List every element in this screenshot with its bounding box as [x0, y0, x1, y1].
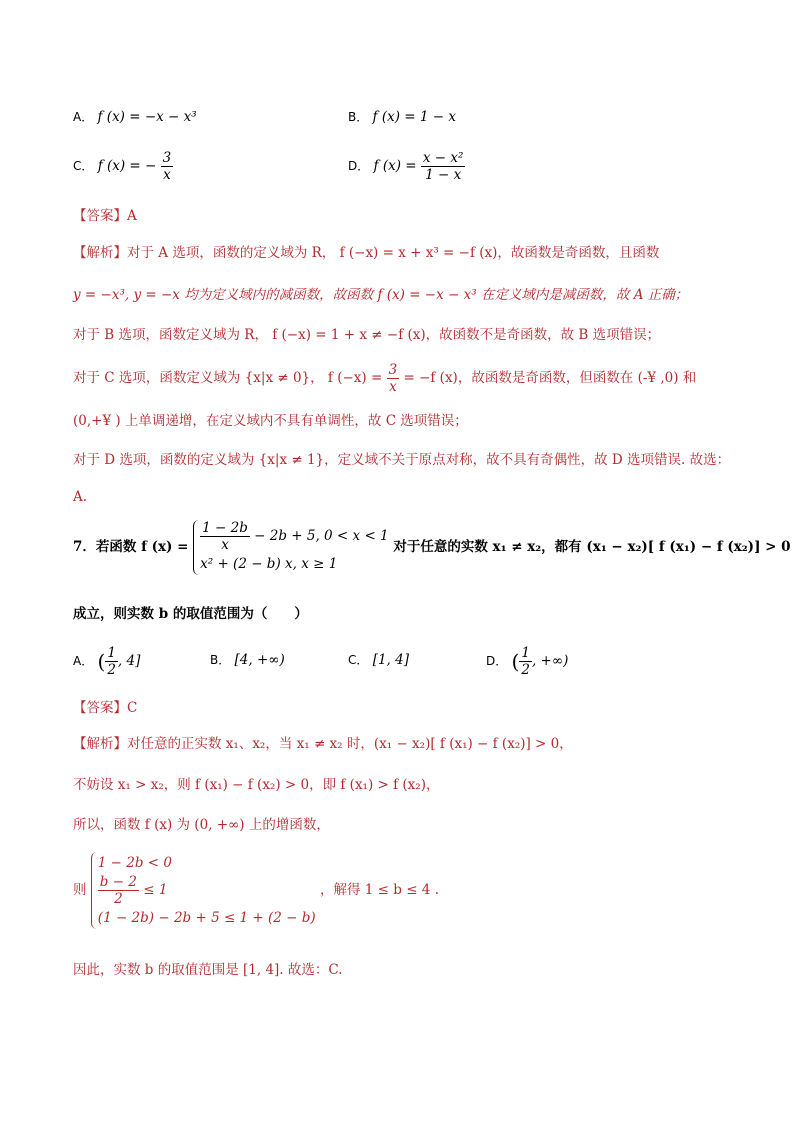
- q6-analysis-line-2: y = −x³, y = −x 均为定义域内的减函数，故函数 f (x) = −x − x³ 在定义域内是减函数，故 A 正确；: [73, 287, 689, 303]
- fraction: $\frac{3}{x}$: [162, 150, 172, 183]
- piecewise-function: $\frac{1 - 2b}{x}$ − 2b + 5, 0 < x < 1 x² + (2 − b) x, x ≥ 1: [193, 520, 389, 575]
- q6-answer: 【答案】A: [73, 208, 137, 224]
- q6-option-b: B． f (x) = 1 − x: [348, 109, 456, 125]
- q7-stem-line-2: 成立，则实数 b 的取值范围为（ ）: [73, 606, 308, 622]
- q7-option-c: C． [1, 4]: [348, 652, 409, 668]
- inequality-system: 1 − 2b < 0 $\frac{b - 2}{2}$ ≤ 1 (1 − 2b) − 2b + 5 ≤ 1 + (2 − b): [91, 852, 316, 929]
- fraction: $\frac{3}{x}$: [388, 362, 398, 395]
- q7-option-b: B． [4, +∞): [210, 652, 285, 668]
- q7-analysis-line-1: 【解析】对任意的正实数 x₁、x₂，当 x₁ ≠ x₂ 时，(x₁ − x₂)[ f (x₁) − f (x₂)] > 0，: [73, 736, 573, 752]
- fraction: $\frac{\text{x − x²}}{1 - x}$: [422, 150, 464, 183]
- q6-option-d: D． f (x) = $\frac{\text{x − x²}}{1 - x}$: [348, 150, 464, 183]
- q6-analysis-line-6: 对于 D 选项，函数的定义域为 {x|x ≠ 1}，定义域不关于原点对称，故不具有奇偶性，故 D 选项错误. 故选：: [73, 452, 731, 468]
- q7-option-d: D． ( $\frac{1}{2}$ , +∞): [486, 645, 569, 678]
- q6-option-a: A． f (x) = −x − x³: [73, 109, 197, 125]
- q6-analysis-line-1: 【解析】对于 A 选项，函数的定义域为 R， f (−x) = x + x³ = −f (x)，故函数是奇函数，且函数: [73, 245, 660, 261]
- q6-option-c: C． f (x) = − $\frac{3}{x}$: [73, 150, 172, 183]
- q7-analysis-final: 因此，实数 b 的取值范围是 [1, 4]. 故选：C.: [73, 962, 343, 978]
- q7-stem-line-1: 7．若函数 f (x) = $\frac{1 - 2b}{x}$ − 2b + 5, 0 < x < 1 x² + (2 − b) x, x ≥ 1 对于任意的实数 x₁ ≠ x₂，都有 (x₁ − x₂)[ f (x₁) − f (x₂)] > 0: [73, 520, 791, 575]
- fraction: $\frac{1}{2}$: [107, 645, 116, 678]
- fraction: $\frac{b - 2}{2}$: [99, 874, 137, 907]
- q6-analysis-line-3: 对于 B 选项，函数定义域为 R， f (−x) = 1 + x ≠ −f (x)，故函数不是奇函数，故 B 选项错误；: [73, 327, 661, 343]
- q7-analysis-system: 则 1 − 2b < 0 $\frac{b - 2}{2}$ ≤ 1 (1 − 2b) − 2b + 5 ≤ 1 + (2 − b) ，解得 1 ≤ b ≤ 4 .: [73, 852, 439, 929]
- fraction: $\frac{1 - 2b}{x}$: [202, 520, 248, 553]
- q6-analysis-line-5: (0,+¥ ) 上单调递增，在定义域内不具有单调性，故 C 选项错误；: [73, 413, 468, 429]
- q7-answer: 【答案】C: [73, 700, 138, 716]
- q6-analysis-line-7: A.: [73, 489, 88, 505]
- q7-analysis-line-3: 所以，函数 f (x) 为 (0, +∞) 上的增函数，: [73, 817, 330, 833]
- fraction: $\frac{1}{2}$: [521, 645, 530, 678]
- q7-analysis-line-2: 不妨设 x₁ > x₂，则 f (x₁) − f (x₂) > 0，即 f (x₁) > f (x₂)，: [73, 777, 440, 793]
- q6-analysis-line-4: 对于 C 选项，函数定义域为 {x|x ≠ 0}， f (−x) = $\frac{3}{x}$ = −f (x)，故函数是奇函数，但函数在 (-¥ ,0) 和: [73, 362, 697, 395]
- q7-option-a: A． ( $\frac{1}{2}$ , 4]: [73, 645, 141, 678]
